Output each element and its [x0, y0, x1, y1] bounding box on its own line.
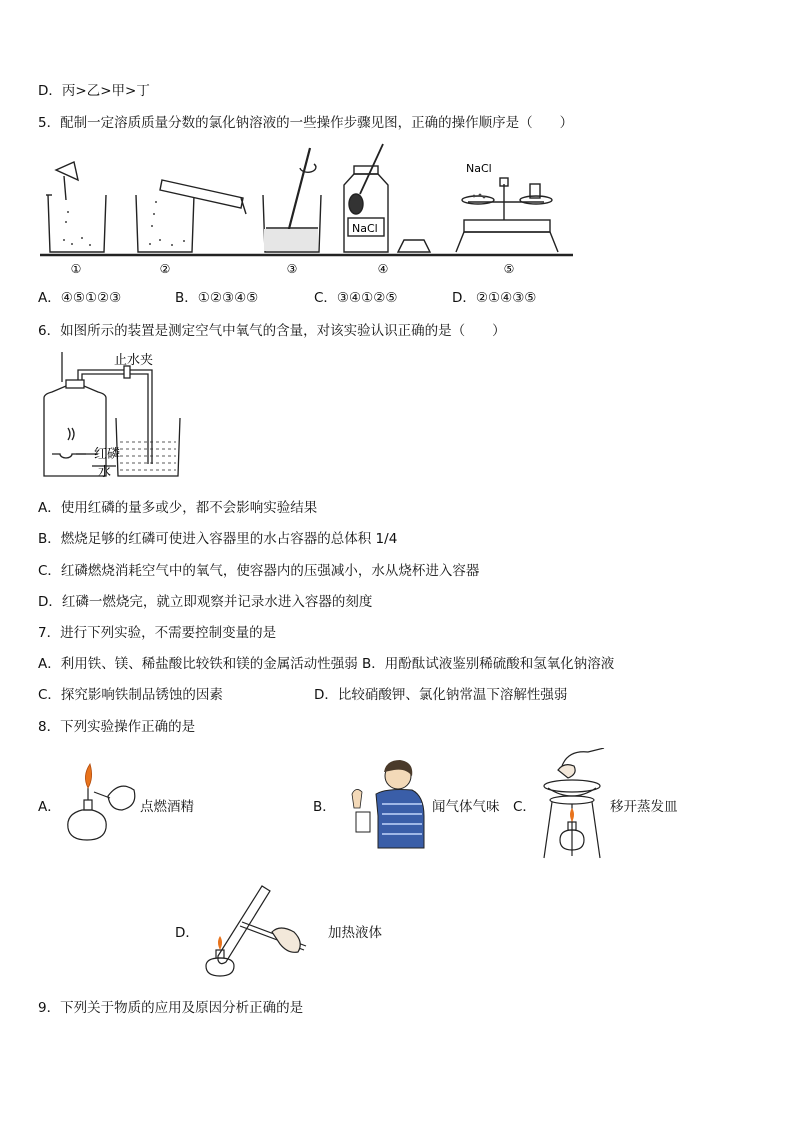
q5-step-2: ②	[159, 262, 171, 276]
q9-stem: 9．下列关于物质的应用及原因分析正确的是	[38, 1000, 304, 1016]
q8-option-d-letter: D．	[175, 925, 199, 941]
q5-step-1: ①	[70, 262, 82, 276]
q8-option-b-letter: B．	[313, 799, 336, 815]
q5-step-4: ④	[377, 262, 389, 276]
q8-option-a-figure	[60, 758, 142, 850]
q6-water-label: 水	[98, 465, 112, 480]
q5-bottle-label: NaCl	[352, 222, 378, 235]
q8-stem: 8．下列实验操作正确的是	[38, 719, 196, 735]
q8-option-b-figure	[342, 756, 428, 850]
q5-option-b: B．①②③④⑤	[175, 290, 259, 306]
q6-option-c: C．红磷燃烧消耗空气中的氧气，使容器内的压强减小，水从烧杯进入容器	[38, 563, 480, 579]
q8-option-c-figure	[538, 748, 608, 860]
q5-balance-label: NaCl	[466, 162, 492, 175]
q8-option-d-caption: 加热液体	[328, 925, 382, 941]
q8-option-c-letter: C．	[513, 799, 536, 815]
q6-stem: 6．如图所示的装置是测定空气中氧气的含量，对该实验认识正确的是（ ）	[38, 323, 506, 339]
q4-option-d: D．丙>乙>甲>丁	[38, 83, 150, 99]
q8-option-c-caption: 移开蒸发皿	[610, 799, 678, 815]
q7-stem: 7．进行下列实验，不需要控制变量的是	[38, 625, 277, 641]
q8-option-d-figure	[200, 880, 320, 980]
q8-option-a-caption: 点燃酒精	[140, 799, 194, 815]
q5-option-a: A．④⑤①②③	[38, 290, 122, 306]
q5-figure	[38, 140, 578, 280]
q6-option-d: D．红磷一燃烧完，就立即观察并记录水进入容器的刻度	[38, 594, 373, 610]
q5-step-5: ⑤	[503, 262, 515, 276]
q6-clamp-label: 止水夹	[114, 353, 154, 368]
q5-option-d: D．②①④③⑤	[452, 290, 537, 306]
q6-figure	[38, 348, 198, 488]
q6-option-b: B．燃烧足够的红磷可使进入容器里的水占容器的总体积 1/4	[38, 531, 398, 547]
q6-phosphorus-label: 红磷	[94, 447, 121, 462]
q8-option-a-letter: A．	[38, 799, 61, 815]
q5-stem: 5．配制一定溶质质量分数的氯化钠溶液的一些操作步骤见图，正确的操作顺序是（ ）	[38, 115, 574, 131]
q7-options-ab: A．利用铁、镁、稀盐酸比较铁和镁的金属活动性强弱 B．用酚酞试液鉴别稀硫酸和氢氧化钠溶液	[38, 656, 615, 672]
q6-option-a: A．使用红磷的量多或少，都不会影响实验结果	[38, 500, 318, 516]
q7-option-d: D．比较硝酸钾、氯化钠常温下溶解性强弱	[314, 687, 568, 703]
q8-option-b-caption: 闻气体气味	[432, 799, 500, 815]
q5-step-3: ③	[286, 262, 298, 276]
q7-option-c: C．探究影响铁制品锈蚀的因素	[38, 687, 223, 703]
q5-option-c: C．③④①②⑤	[314, 290, 398, 306]
